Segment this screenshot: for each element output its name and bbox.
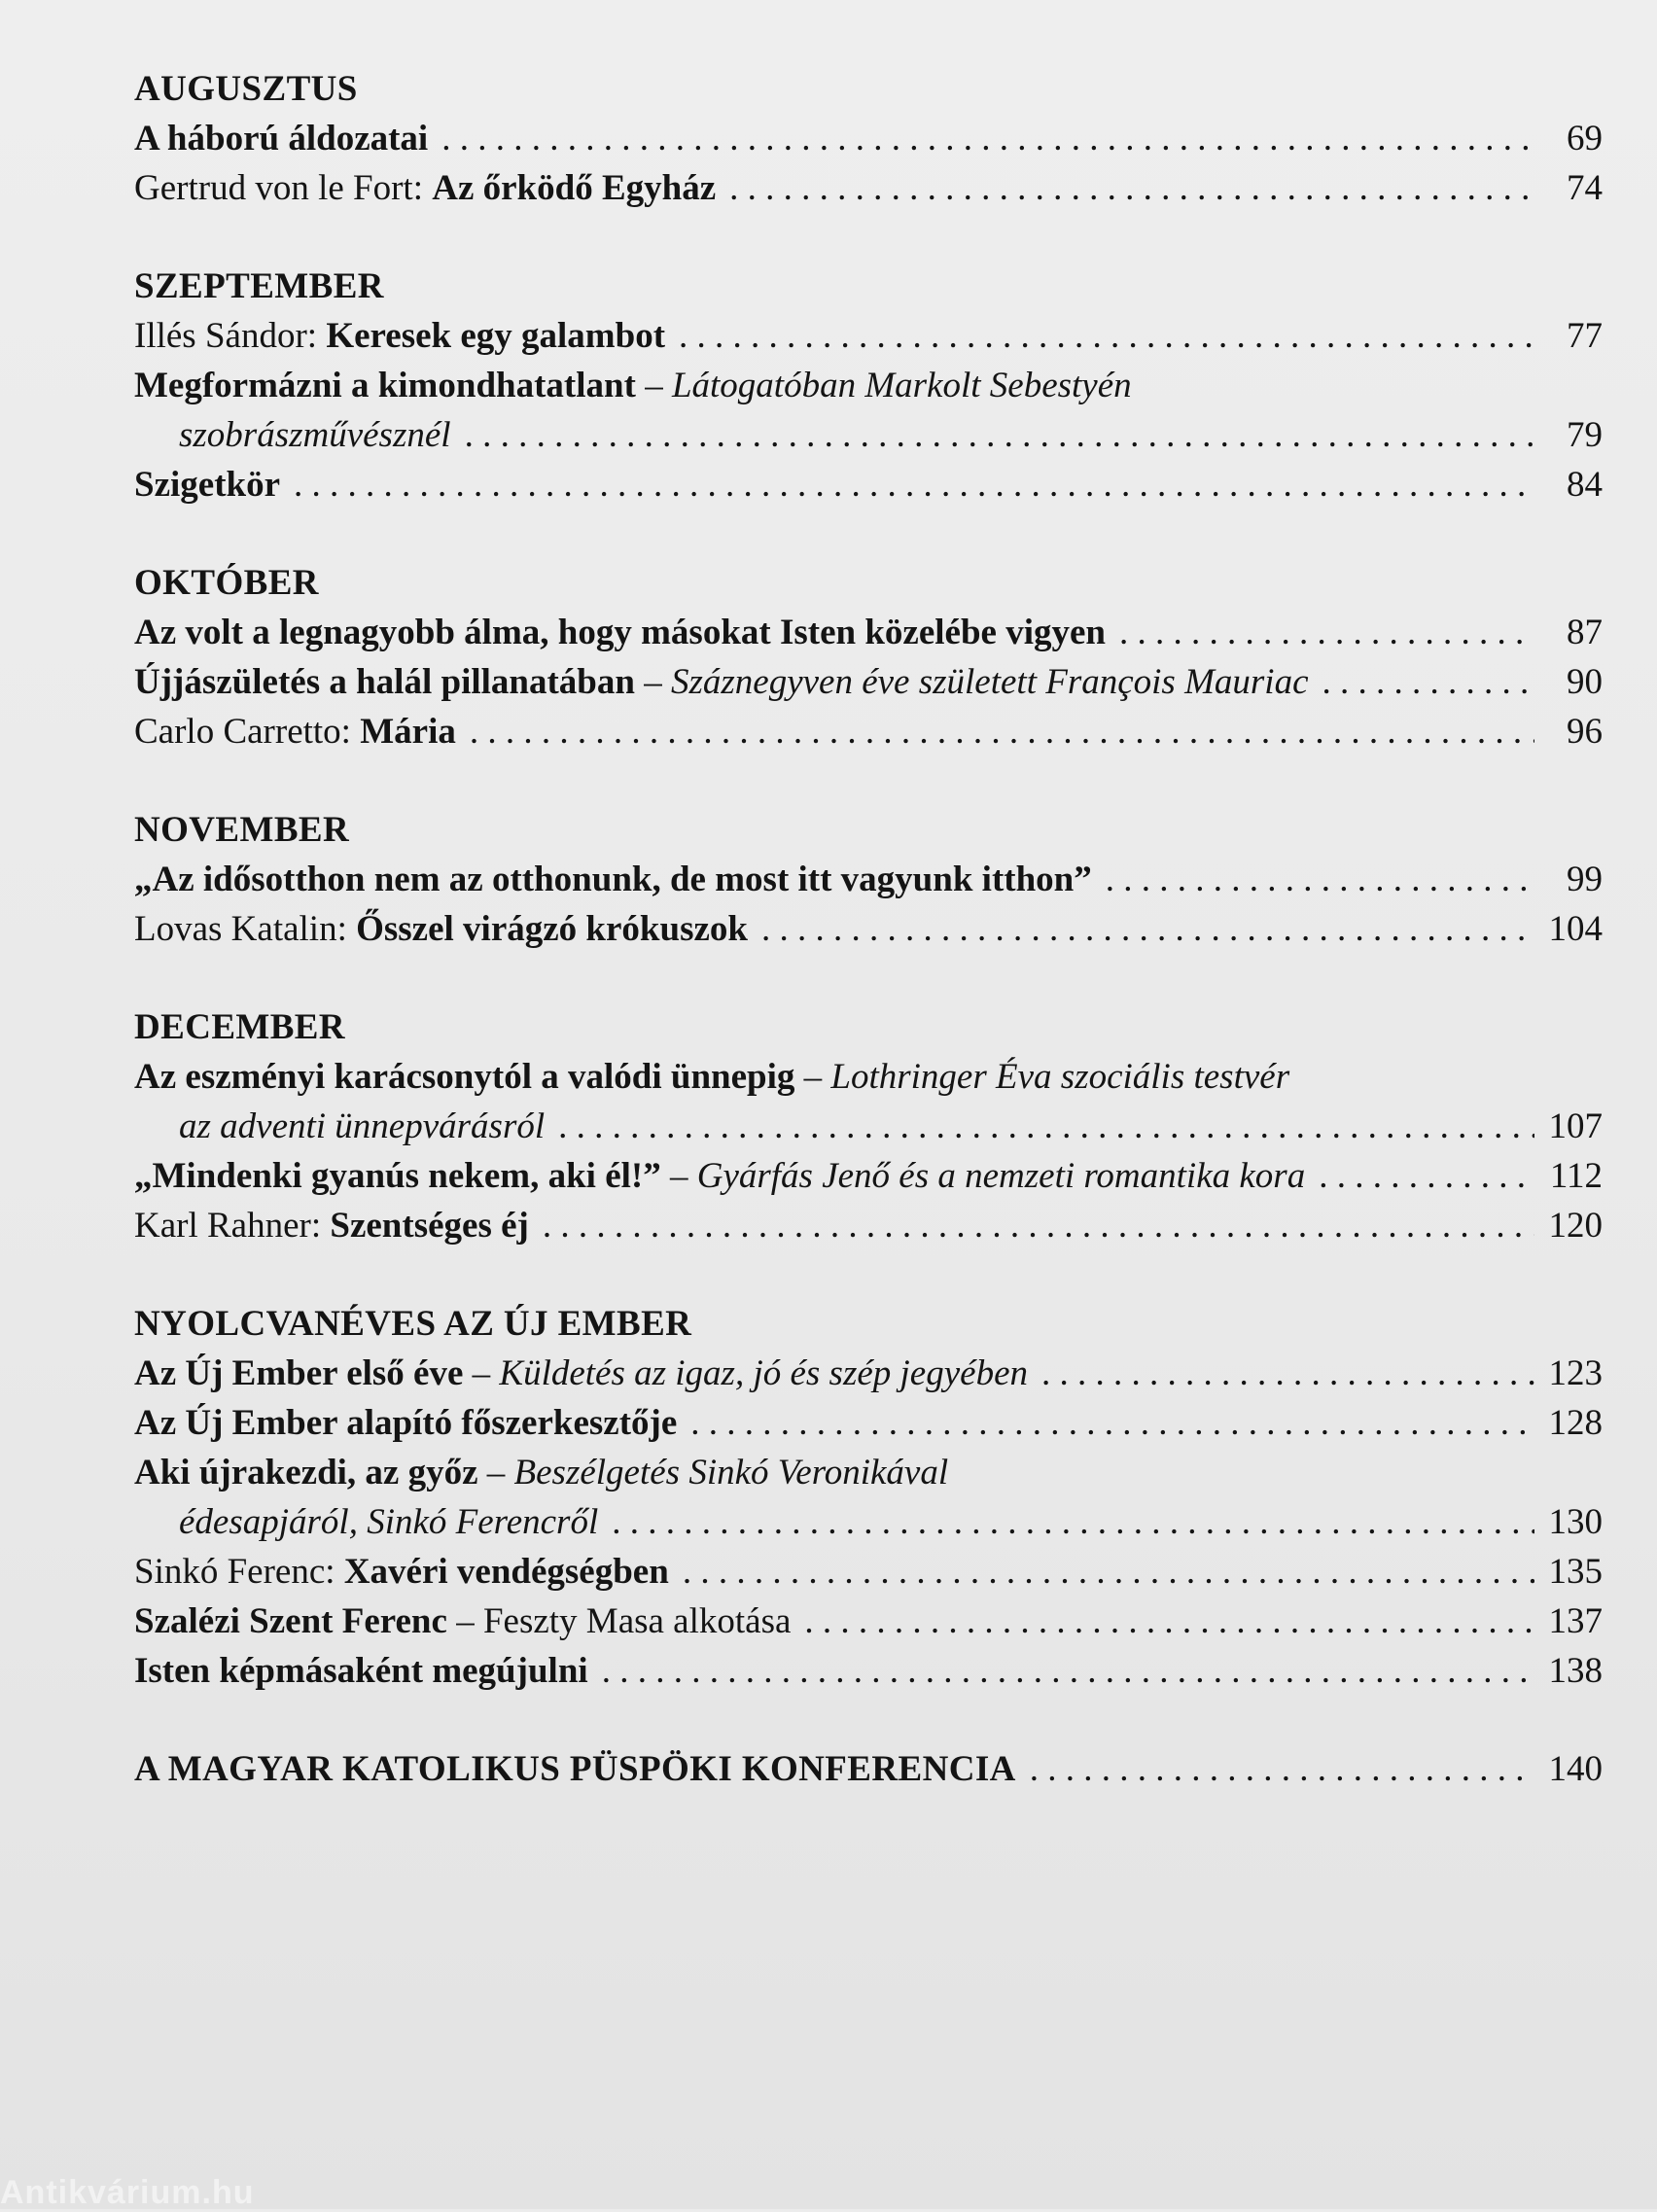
entry-text: [134, 361, 1132, 410]
section-heading: DECEMBER: [134, 1007, 345, 1047]
dot-leader: [558, 1102, 1534, 1151]
dot-leader: [1119, 608, 1534, 657]
entry-title: Az őrködő Egyház: [432, 168, 717, 208]
entry-title: Az volt a legnagyobb álma, hogy másokat Isten közelébe vigyen: [134, 613, 1106, 652]
dot-leader: [1041, 1349, 1534, 1398]
dot-leader: [543, 1201, 1534, 1250]
toc-entry[interactable]: [134, 608, 1603, 657]
entry-title: Újjászületés a halál pillanatában: [134, 662, 635, 702]
entry-subtitle-continued: az adventi ünnepvárásról: [179, 1106, 546, 1146]
page-number: 79: [1567, 415, 1603, 455]
entry-text: [134, 707, 456, 756]
page-number: 96: [1567, 712, 1603, 752]
entry-subtitle: – Beszélgetés Sinkó Veronikával: [477, 1453, 949, 1492]
page-number: 140: [1548, 1749, 1603, 1789]
entry-subtitle: – Száznegyven éve született François Mauriac: [634, 662, 1309, 702]
toc-entry-continuation[interactable]: [134, 1497, 1603, 1547]
dot-leader: [683, 1547, 1534, 1597]
entry-text: [134, 1597, 791, 1646]
section-heading: NYOLCVANÉVES AZ ÚJ EMBER: [134, 1304, 692, 1344]
entry-text: [134, 1052, 1289, 1102]
toc-entry[interactable]: [134, 657, 1603, 707]
toc-entry[interactable]: [134, 1448, 1603, 1497]
dot-leader: [804, 1597, 1534, 1646]
page-number: 130: [1548, 1502, 1603, 1542]
entry-title: Szigetkör: [134, 465, 281, 505]
entry-title: Az Új Ember alapító főszerkesztője: [134, 1403, 678, 1443]
entry-subtitle: – Gyárfás Jenő és a nemzeti romantika kora: [660, 1156, 1306, 1196]
entry-text: [134, 163, 716, 213]
entry-title: Megformázni a kimondhatatlant: [134, 366, 636, 405]
toc-final-entry[interactable]: [134, 1744, 1603, 1794]
entry-text: [134, 1151, 1305, 1201]
toc-entry[interactable]: [134, 1349, 1603, 1398]
entry-title: Aki újrakezdi, az győz: [134, 1453, 478, 1492]
entry-author: Sinkó Ferenc:: [134, 1552, 344, 1592]
toc-section: [134, 558, 1603, 756]
entry-title: „Az idősotthon nem az otthonunk, de most itt vagyunk itthon”: [134, 860, 1092, 899]
page-number: 87: [1567, 613, 1603, 652]
entry-title: Keresek egy galambot: [326, 316, 666, 356]
toc-entry[interactable]: [134, 1398, 1603, 1448]
table-of-contents: [134, 64, 1603, 1794]
page-number: 107: [1548, 1106, 1603, 1146]
entry-author: Lovas Katalin:: [134, 909, 357, 949]
page-number: 138: [1548, 1651, 1603, 1691]
entry-text: [134, 1448, 948, 1497]
entry-author: Illés Sándor:: [134, 316, 327, 356]
entry-title: Ősszel virágzó krókuszok: [356, 909, 748, 949]
dot-leader: [612, 1497, 1534, 1547]
entry-title: Szentséges éj: [330, 1206, 529, 1246]
toc-entry[interactable]: [134, 1646, 1603, 1696]
toc-section: [134, 1299, 1603, 1696]
entry-text: [134, 855, 1092, 904]
entry-subtitle-continued: szobrászművésznél: [179, 415, 451, 455]
entry-text: [134, 1201, 529, 1250]
section-heading: AUGUSZTUS: [134, 69, 358, 109]
entry-text: [134, 460, 280, 509]
page-number: 112: [1549, 1156, 1603, 1196]
entry-text: [134, 657, 1309, 707]
entry-title: Szalézi Szent Ferenc: [134, 1601, 447, 1641]
entry-title: Isten képmásaként megújulni: [134, 1651, 588, 1691]
toc-entry[interactable]: [134, 1597, 1603, 1646]
toc-entry[interactable]: [134, 460, 1603, 509]
toc-entry[interactable]: [134, 855, 1603, 904]
page-number: 99: [1567, 860, 1603, 899]
entry-text: [134, 1102, 545, 1151]
entry-title: „Mindenki gyanús nekem, aki él!”: [134, 1156, 661, 1196]
toc-entry[interactable]: [134, 1052, 1603, 1102]
page-number: 77: [1567, 316, 1603, 356]
entry-title: Az Új Ember első éve: [134, 1353, 464, 1393]
toc-section: [134, 262, 1603, 509]
entry-subtitle: – Látogatóban Markolt Sebestyén: [635, 366, 1132, 405]
page-number: 123: [1548, 1353, 1603, 1393]
toc-entry[interactable]: [134, 707, 1603, 756]
entry-text: [134, 608, 1106, 657]
section-heading: SZEPTEMBER: [134, 266, 384, 306]
dot-leader: [761, 904, 1534, 954]
toc-section: [134, 64, 1603, 213]
dot-leader: [602, 1646, 1534, 1696]
toc-section: [134, 805, 1603, 954]
entry-text: [134, 904, 748, 954]
toc-section: [134, 1002, 1603, 1250]
entry-text: [134, 114, 428, 163]
page-number: 74: [1567, 168, 1603, 208]
entry-title: A háború áldozatai: [134, 119, 429, 158]
toc-entry[interactable]: [134, 114, 1603, 163]
page-number: 128: [1548, 1403, 1603, 1443]
page-number: 69: [1567, 119, 1603, 158]
dot-leader: [465, 410, 1534, 460]
dot-leader: [1319, 1151, 1534, 1201]
entry-subtitle-continued: édesapjáról, Sinkó Ferencről: [179, 1502, 599, 1542]
entry-title: Xavéri vendégségben: [343, 1552, 669, 1592]
toc-entry[interactable]: [134, 163, 1603, 213]
toc-entry[interactable]: [134, 1547, 1603, 1597]
entry-title: Az eszményi karácsonytól a valódi ünnepig: [134, 1057, 795, 1097]
entry-author: Gertrud von le Fort:: [134, 168, 433, 208]
dot-leader: [441, 114, 1534, 163]
dot-leader: [294, 460, 1534, 509]
toc-entry-continuation[interactable]: [134, 410, 1603, 460]
section-heading: NOVEMBER: [134, 810, 350, 850]
entry-text: [134, 1646, 588, 1696]
dot-leader: [729, 163, 1534, 213]
watermark: Antikvárium.hu: [0, 2174, 255, 2211]
dot-leader: [1030, 1744, 1534, 1794]
entry-text: [134, 1497, 598, 1547]
dot-leader: [690, 1398, 1534, 1448]
dot-leader: [470, 707, 1534, 756]
entry-subtitle: – Lothringer Éva szociális testvér: [794, 1057, 1290, 1097]
section-heading: OKTÓBER: [134, 563, 319, 603]
entry-text: [134, 410, 451, 460]
toc-entry[interactable]: [134, 361, 1603, 410]
dot-leader: [679, 311, 1534, 361]
toc-entry[interactable]: [134, 311, 1603, 361]
toc-entry[interactable]: [134, 904, 1603, 954]
toc-entry[interactable]: [134, 1201, 1603, 1250]
page-number: 104: [1548, 909, 1603, 949]
dot-leader: [1322, 657, 1534, 707]
page-number: 135: [1548, 1552, 1603, 1592]
entry-text: [134, 1547, 669, 1597]
toc-entry-continuation[interactable]: [134, 1102, 1603, 1151]
entry-text: [134, 311, 665, 361]
page-number: 90: [1567, 662, 1603, 702]
toc-entry[interactable]: [134, 1151, 1603, 1201]
entry-title: Mária: [360, 712, 456, 752]
entry-text: [134, 1398, 677, 1448]
page-number: 137: [1548, 1601, 1603, 1641]
final-heading: A MAGYAR KATOLIKUS PÜSPÖKI KONFERENCIA: [134, 1749, 1016, 1789]
entry-author: Karl Rahner:: [134, 1206, 331, 1246]
entry-note: – Feszty Masa alkotása: [446, 1601, 792, 1641]
entry-author: Carlo Carretto:: [134, 712, 361, 752]
dot-leader: [1106, 855, 1534, 904]
page-number: 84: [1567, 465, 1603, 505]
page-number: 120: [1548, 1206, 1603, 1246]
entry-text: [134, 1349, 1028, 1398]
entry-subtitle: – Küldetés az igaz, jó és szép jegyében: [463, 1353, 1028, 1393]
